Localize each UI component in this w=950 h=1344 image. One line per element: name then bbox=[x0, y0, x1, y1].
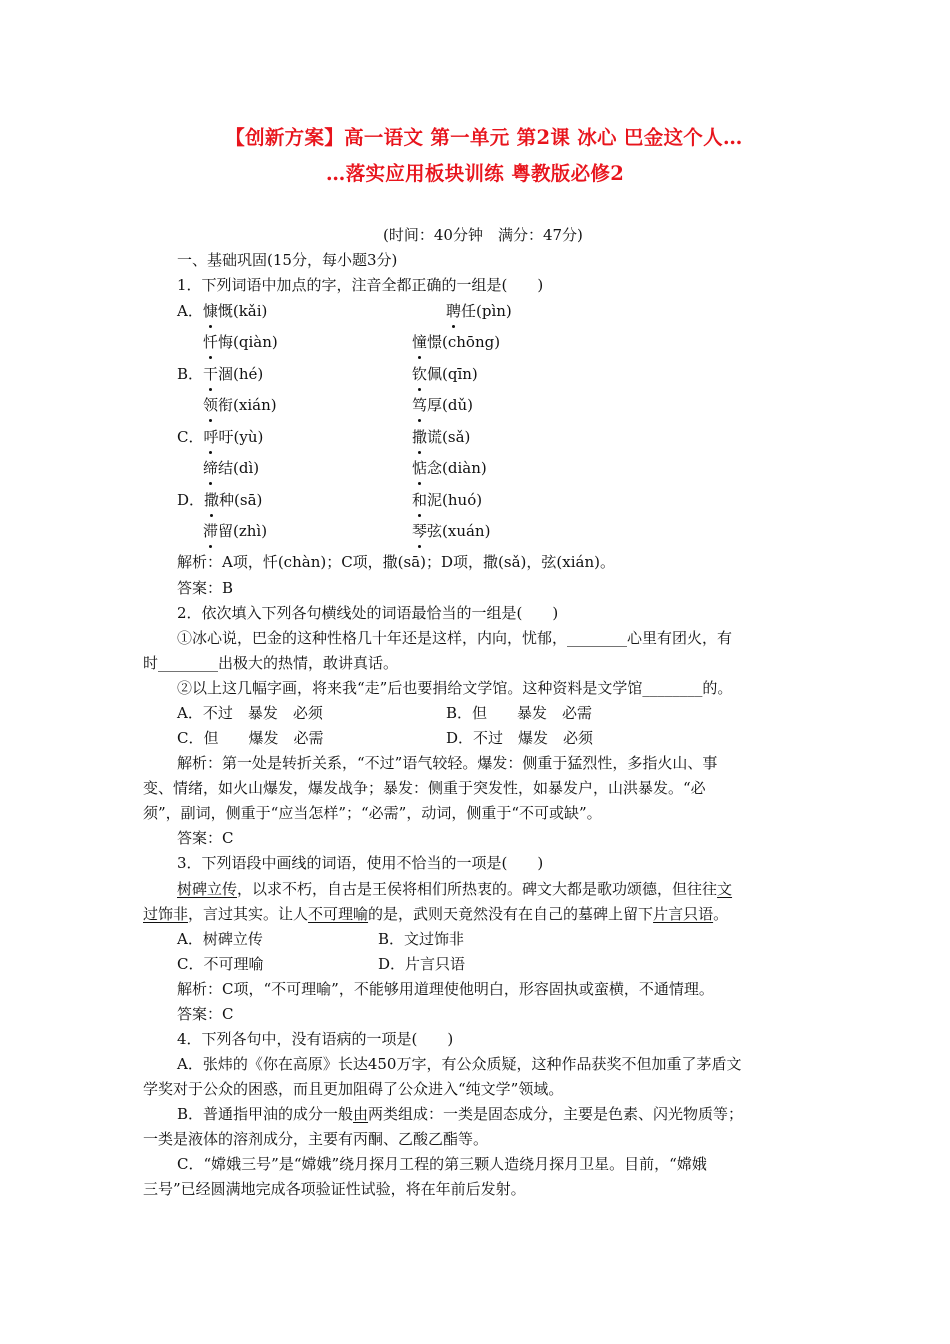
q1-option-letter: C． bbox=[177, 428, 204, 446]
q2-stem: 2．依次填入下列各句横线处的词语最恰当的一组是( ) bbox=[177, 604, 559, 622]
q1-option-word bbox=[177, 301, 267, 321]
q1-word-rest: 悔(qiàn) bbox=[218, 333, 278, 351]
q3-option-d: D．片言只语 bbox=[378, 955, 466, 973]
q1-dotted-char: 撒 bbox=[204, 491, 220, 509]
q1-option-word bbox=[177, 490, 262, 510]
q4-option-b-line-2: 一类是液体的溶剂成分，主要有丙酮、乙酸乙酯等。 bbox=[143, 1130, 489, 1148]
q3-option-a: A．树碑立传 bbox=[177, 930, 263, 948]
q3-underlined-term: 文 bbox=[717, 880, 733, 898]
q3-option-b: B．文过饰非 bbox=[378, 930, 465, 948]
q3-passage-text: 的是，武则天竟然没有在自己的墓碑上留下 bbox=[368, 905, 654, 923]
q1-dotted-char: 滞 bbox=[203, 522, 219, 540]
q1-option-word bbox=[412, 458, 487, 478]
q1-option-letter: A． bbox=[177, 302, 203, 320]
q2-option-a: A．不过 暴发 必须 bbox=[177, 704, 323, 722]
q1-dotted-char: 笃 bbox=[412, 396, 428, 414]
q3-passage-text: 。 bbox=[713, 905, 729, 923]
q1-dotted-char: 领 bbox=[203, 396, 219, 414]
q1-analysis: 解析：A项，忏(chàn)；C项，撒(sā)；D项，撒(sǎ)，弦(xián)。 bbox=[177, 553, 615, 571]
q1-option-word bbox=[412, 364, 478, 384]
q1-dotted-char: 呼 bbox=[203, 428, 219, 446]
q1-word-rest: 厚(dǔ) bbox=[427, 396, 473, 414]
q1-word-rest: 谎(sǎ) bbox=[427, 428, 471, 446]
q4-option-b-text: 两类组成：一类是固态成分，主要是色素、闪光物质等； bbox=[368, 1105, 744, 1123]
q3-underlined-term: 不可理喻 bbox=[308, 905, 369, 923]
q1-dotted-char: 干 bbox=[203, 365, 219, 383]
q1-word-rest: 泥(huó) bbox=[427, 491, 483, 509]
q2-sentence-2: ②以上这几幅字画，将来我“走”后也要捐给文学馆。这种资料是文学馆________的。 bbox=[177, 679, 733, 697]
q1-dotted-char: 撒 bbox=[412, 428, 428, 446]
q2-sentence-1a: ①冰心说，巴金的这种性格几十年还是这样，内向，忧郁，________心里有团火，有 bbox=[177, 629, 733, 647]
q3-analysis: 解析：C项，“不可理喻”，不能够用道理使他明白，形容固执或蛮横，不通情理。 bbox=[177, 980, 714, 998]
q1-dotted-char: 惦 bbox=[412, 459, 428, 477]
q1-dotted-char: 缔 bbox=[203, 459, 219, 477]
q1-dotted-char: 和 bbox=[412, 491, 428, 509]
q1-answer: 答案：B bbox=[177, 579, 234, 597]
q1-option-letter: B． bbox=[177, 365, 204, 383]
q1-option-word bbox=[412, 521, 490, 541]
q2-option-b: B．但 暴发 必需 bbox=[446, 704, 593, 722]
q2-answer: 答案：C bbox=[177, 829, 234, 847]
q1-dotted-char: 琴 bbox=[412, 522, 428, 540]
q1-option-word bbox=[446, 301, 512, 321]
q4-option-a-line-1: A．张炜的《你在高原》长达450万字，有公众质疑，这种作品获奖不但加重了茅盾文 bbox=[177, 1055, 742, 1073]
q4-option-c-line-2: 三号”已经圆满地完成各项验证性试验，将在年前后发射。 bbox=[143, 1180, 526, 1198]
q2-option-c: C．但 爆发 必需 bbox=[177, 729, 324, 747]
q1-option-word bbox=[412, 395, 473, 415]
q1-dotted-char: 聘 bbox=[446, 302, 462, 320]
q1-option-word bbox=[177, 427, 263, 447]
q1-dotted-char: 忏 bbox=[203, 333, 219, 351]
q1-option-word bbox=[203, 521, 267, 541]
q3-passage-line-2 bbox=[143, 904, 728, 924]
q4-option-a-line-2: 学奖对于公众的困惑，而且更加阻碍了公众进入“纯文学”领域。 bbox=[143, 1080, 564, 1098]
q3-passage-text: ，言过其实。让人 bbox=[188, 905, 309, 923]
q3-passage-line-1 bbox=[177, 879, 732, 899]
q1-dotted-char: 憧 bbox=[412, 333, 428, 351]
section-heading: 一、基础巩固(15分，每小题3分) bbox=[177, 251, 398, 269]
q2-analysis-3: 须”，副词，侧重于“应当怎样”；“必需”，动词，侧重于“不可或缺”。 bbox=[143, 804, 602, 822]
q4-underlined-char: 由 bbox=[353, 1105, 369, 1123]
q1-option-letter: D． bbox=[177, 491, 205, 509]
q4-option-b-text: B．普通指甲油的成分一般 bbox=[177, 1105, 354, 1123]
q1-option-word bbox=[203, 458, 259, 478]
q1-option-word bbox=[412, 490, 482, 510]
q1-option-word bbox=[412, 332, 500, 352]
q3-stem: 3．下列语段中画线的词语，使用不恰当的一项是( ) bbox=[177, 854, 544, 872]
q4-option-c-line-1: C．“嫦娥三号”是“嫦娥”绕月探月工程的第三颗人造绕月探月卫星。目前，“嫦娥 bbox=[177, 1155, 707, 1173]
q3-option-c: C．不可理喻 bbox=[177, 955, 264, 973]
q2-analysis-1: 解析：第一处是转折关系，“不过”语气较轻。爆发：侧重于猛烈性，多指火山、事 bbox=[177, 754, 718, 772]
q1-word-rest: 结(dì) bbox=[218, 459, 260, 477]
q3-underlined-term: 过饰非 bbox=[143, 905, 189, 923]
q4-stem: 4．下列各句中，没有语病的一项是( ) bbox=[177, 1030, 454, 1048]
q1-option-word bbox=[177, 364, 263, 384]
q1-word-rest: 留(zhì) bbox=[218, 522, 268, 540]
q1-word-rest: 任(pìn) bbox=[461, 302, 512, 320]
q1-option-word bbox=[412, 427, 470, 447]
q1-word-rest: 种(sā) bbox=[219, 491, 263, 509]
q1-option-word bbox=[203, 332, 278, 352]
q1-word-rest: 弦(xuán) bbox=[427, 522, 491, 540]
q2-sentence-1b: 时________出极大的热情，敢讲真话。 bbox=[143, 654, 399, 672]
q3-passage-text: ，以求不朽，自古是王侯将相们所热衷的。碑文大都是歌功颂德，但往往 bbox=[237, 880, 718, 898]
q1-dotted-char: 慷 bbox=[202, 302, 218, 320]
q4-option-b-line-1 bbox=[177, 1104, 743, 1124]
exam-meta: (时间：40分钟 满分：47分) bbox=[383, 226, 583, 244]
q1-word-rest: 佩(qīn) bbox=[427, 365, 478, 383]
q1-dotted-char: 钦 bbox=[412, 365, 428, 383]
q1-word-rest: 涸(hé) bbox=[218, 365, 264, 383]
q3-answer: 答案：C bbox=[177, 1005, 234, 1023]
q1-word-rest: 慨(kǎi) bbox=[217, 302, 268, 320]
title-line-2: …落实应用板块训练 粤教版必修2 bbox=[325, 162, 625, 185]
q1-word-rest: 吁(yù) bbox=[218, 428, 264, 446]
q2-analysis-2: 变、情绪，如火山爆发，爆发战争；暴发：侧重于突发性，如暴发户，山洪暴发。“必 bbox=[143, 779, 706, 797]
q3-underlined-term: 树碑立传 bbox=[177, 880, 238, 898]
q3-underlined-term: 片言只语 bbox=[653, 905, 714, 923]
q1-option-word bbox=[203, 395, 277, 415]
q1-word-rest: 念(diàn) bbox=[427, 459, 487, 477]
title-line-1: 【创新方案】高一语文 第一单元 第2课 冰心 巴金这个人… bbox=[225, 126, 743, 149]
q1-word-rest: 憬(chōng) bbox=[427, 333, 501, 351]
q1-word-rest: 衔(xián) bbox=[218, 396, 277, 414]
q1-stem: 1．下列词语中加点的字，注音全都正确的一组是( ) bbox=[177, 276, 544, 294]
q2-option-d: D．不过 爆发 必须 bbox=[446, 729, 594, 747]
